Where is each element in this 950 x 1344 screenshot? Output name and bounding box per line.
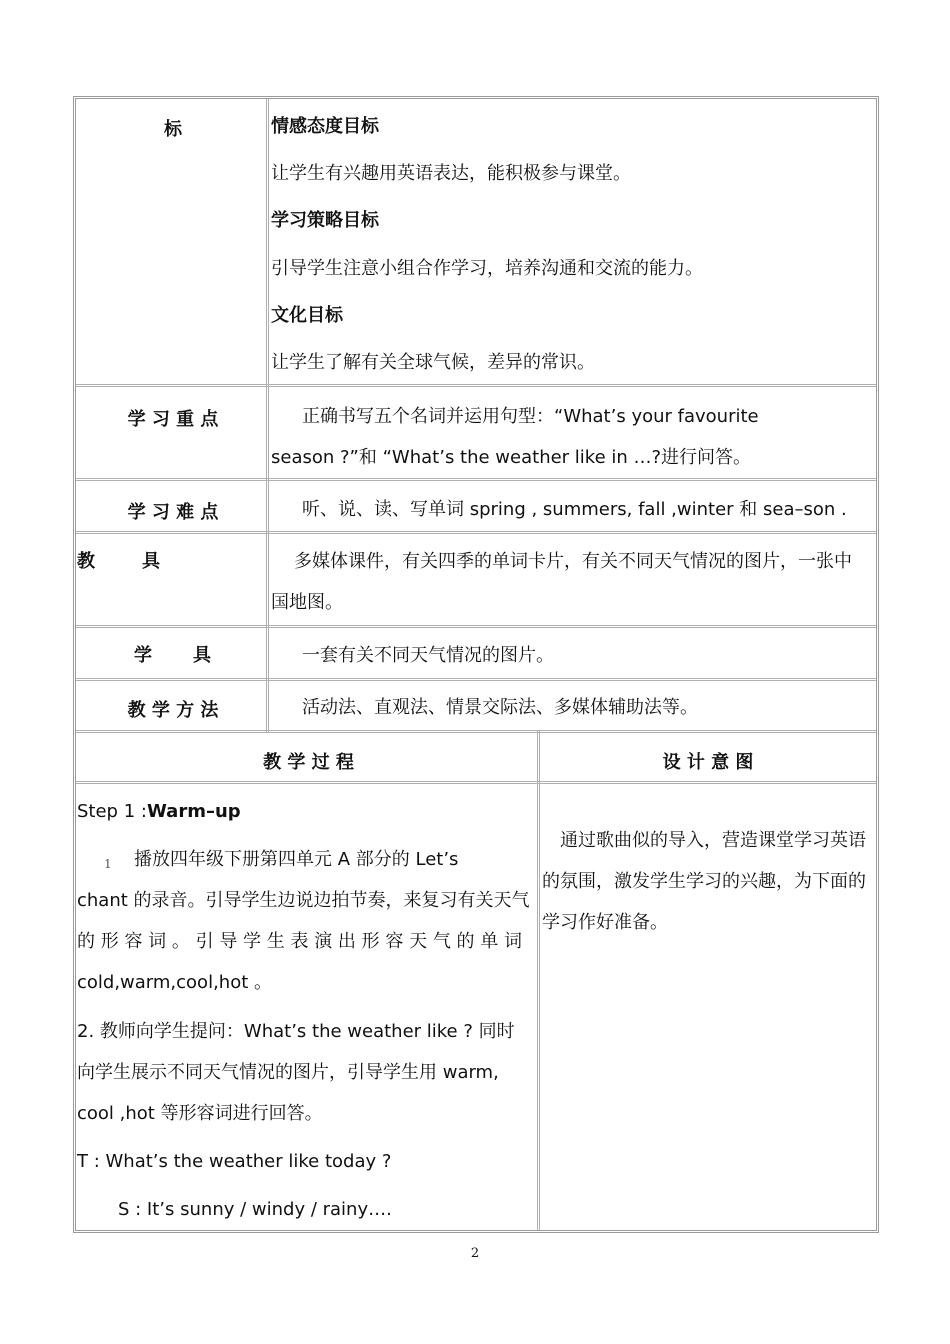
intent-header: 设 计 意 图 — [662, 752, 754, 773]
row-divider — [76, 730, 876, 733]
row-divider — [76, 678, 876, 681]
item2-line3: cool ,hot 等形容词进行回答。 — [77, 1103, 323, 1124]
step-title: Warm–up — [146, 801, 241, 822]
item1-line1: 播放四年级下册第四单元 A 部分的 Let’s — [134, 849, 459, 870]
difficulties-text: 听、说、读、写单词 spring , summers, fall ,winter 和 sea–son . — [302, 499, 847, 520]
emotion-text: 让学生有兴趣用英语表达，能积极参与课堂。 — [271, 163, 631, 184]
column-divider — [266, 99, 269, 733]
dialog-student: S : It’s sunny / windy / rainy…. — [118, 1199, 392, 1220]
item2-line1: 2. 教师向学生提问：What’s the weather like ? 同时 — [77, 1021, 515, 1042]
learning-aids-label-b: 具 — [193, 645, 211, 666]
key-points-label: 学 习 重 点 — [127, 409, 219, 430]
item1-line4: cold,warm,cool,hot 。 — [77, 972, 272, 993]
teaching-aids-line1: 多媒体课件，有关四季的单词卡片，有关不同天气情况的图片，一张中 — [294, 551, 852, 572]
culture-heading: 文化目标 — [271, 305, 343, 326]
learning-aids-text: 一套有关不同天气情况的图片。 — [302, 645, 554, 666]
culture-text: 让学生了解有关全球气候，差异的常识。 — [271, 352, 595, 373]
dialog-teacher: T : What’s the weather like today ? — [77, 1151, 392, 1172]
methods-text: 活动法、直观法、情景交际法、多媒体辅助法等。 — [302, 697, 698, 718]
objective-label: 标 — [164, 119, 182, 140]
teaching-aids-line2: 国地图。 — [271, 592, 343, 613]
row-divider — [76, 478, 876, 481]
column-divider — [537, 730, 540, 1230]
key-points-line1: 正确书写五个名词并运用句型：“What’s your favourite — [302, 406, 759, 427]
item2-line2: 向学生展示不同天气情况的图片，引导学生用 warm, — [77, 1062, 499, 1083]
page-number: 2 — [470, 1246, 480, 1261]
intent-line3: 学习作好准备。 — [542, 912, 668, 933]
step-heading — [77, 800, 241, 824]
row-divider — [76, 625, 876, 628]
row-divider — [76, 781, 876, 784]
row-divider — [76, 531, 876, 534]
strategy-text: 引导学生注意小组合作学习，培养沟通和交流的能力。 — [271, 258, 703, 279]
process-header: 教 学 过 程 — [263, 752, 354, 773]
item1-line2: chant 的录音。引导学生边说边拍节奏，来复习有关天气 — [77, 890, 530, 911]
emotion-heading: 情感态度目标 — [271, 116, 379, 137]
teaching-aids-label-b: 具 — [142, 551, 160, 572]
teaching-aids-label-a: 教 — [77, 551, 95, 572]
item1-number: 1 — [104, 857, 112, 871]
learning-aids-label-a: 学 — [134, 645, 152, 666]
item1-line3: 的 形 容 词 。 引 导 学 生 表 演 出 形 容 天 气 的 单 词 — [77, 931, 522, 952]
methods-label: 教 学 方 法 — [127, 700, 219, 721]
intent-line2: 的氛围，激发学生学习的兴趣，为下面的 — [542, 871, 866, 892]
intent-line1: 通过歌曲似的导入，营造课堂学习英语 — [560, 830, 866, 851]
step-prefix: Step 1 : — [77, 801, 147, 822]
strategy-heading: 学习策略目标 — [271, 210, 379, 231]
difficulties-label: 学 习 难 点 — [127, 502, 219, 523]
key-points-line2: season ?”和 “What’s the weather like in …?进行问答。 — [271, 447, 752, 468]
row-divider — [76, 384, 876, 387]
